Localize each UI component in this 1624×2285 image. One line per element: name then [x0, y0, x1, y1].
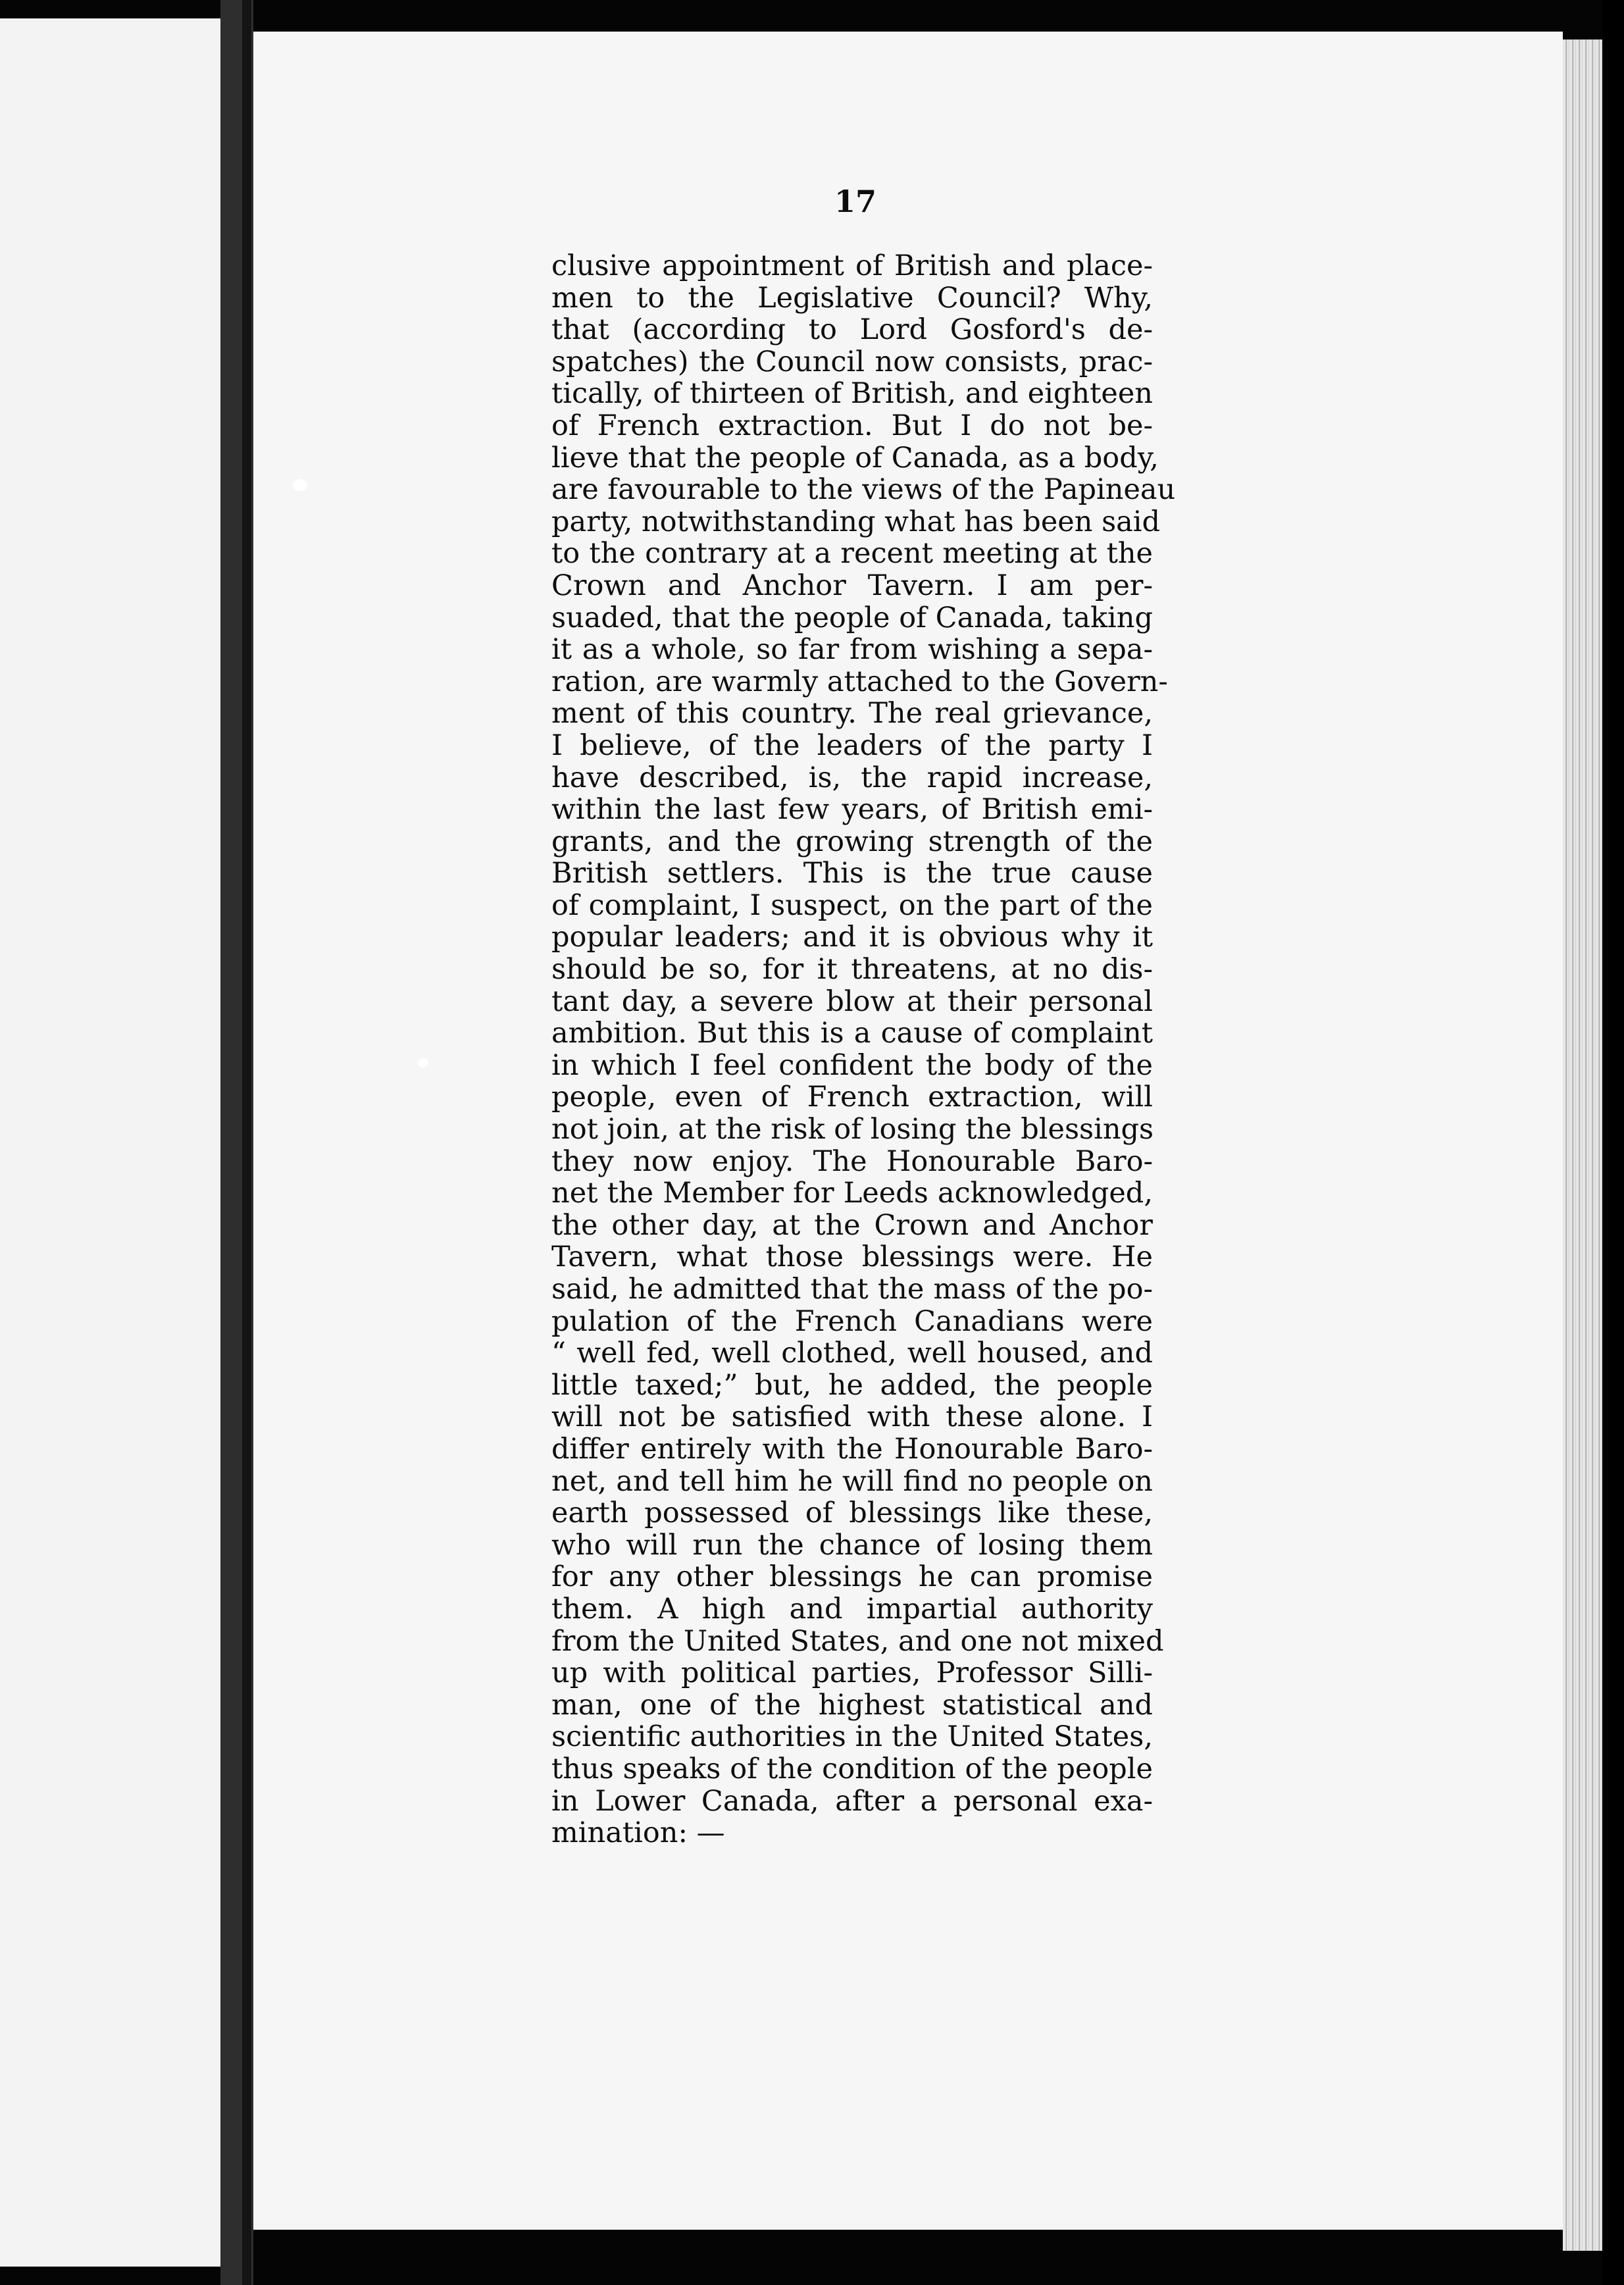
text-line: popular leaders; and it is obvious why it — [551, 921, 1153, 954]
text-line: clusive appointment of British and place- — [551, 249, 1153, 282]
text-line: they now enjoy. The Honourable Baro- — [551, 1144, 1153, 1178]
text-line: suaded, that the people of Canada, taking — [551, 601, 1153, 634]
text-line: earth possessed of blessings like these, — [551, 1497, 1153, 1530]
text-line: I believe, of the leaders of the party I — [551, 729, 1153, 762]
gutter-shadow — [242, 0, 251, 2285]
text-line: tant day, a severe blow at their personal — [551, 985, 1153, 1018]
text-line: mination: — — [551, 1816, 725, 1850]
text-line: little taxed;” but, he added, the people — [551, 1368, 1153, 1402]
text-line: not join, at the risk of losing the blessings — [551, 1113, 1154, 1146]
text-line: differ entirely with the Honourable Baro- — [551, 1432, 1153, 1466]
text-line: lieve that the people of Canada, as a body, — [551, 441, 1159, 475]
text-line: net, and tell him he will find no people on — [551, 1464, 1153, 1498]
scan-border — [1602, 0, 1624, 2285]
text-line: man, one of the highest statistical and — [551, 1688, 1153, 1722]
paper-speck — [293, 479, 307, 491]
text-line: thus speaks of the condition of the people — [551, 1752, 1153, 1785]
text-line: to the contrary at a recent meeting at the — [551, 537, 1153, 571]
text-line: for any other blessings he can promise — [551, 1560, 1153, 1594]
text-line: said, he admitted that the mass of the po- — [551, 1273, 1153, 1306]
text-line: people, even of French extraction, will — [551, 1081, 1153, 1114]
text-line: men to the Legislative Council? Why, — [551, 281, 1153, 315]
text-line: who will run the chance of losing them — [551, 1528, 1153, 1562]
text-line: pulation of the French Canadians were — [551, 1304, 1153, 1338]
text-line: party, notwithstanding what has been said — [551, 505, 1161, 538]
text-line: that (according to Lord Gosford's de- — [551, 313, 1153, 347]
text-line: of French extraction. But I do not be- — [551, 409, 1153, 442]
page-number: 17 — [834, 184, 876, 219]
text-line: up with political parties, Professor Silli- — [551, 1656, 1153, 1690]
text-line: from the United States, and one not mixed — [551, 1624, 1164, 1658]
text-line: have described, is, the rapid increase, — [551, 761, 1153, 794]
text-line: ment of this country. The real grievance, — [551, 697, 1153, 731]
body-text — [551, 249, 1176, 1850]
text-line: Tavern, what those blessings were. He — [551, 1241, 1153, 1274]
text-line: “ well fed, well clothed, well housed, and — [551, 1337, 1153, 1370]
text-line: will not be satisfied with these alone. I — [551, 1400, 1153, 1434]
page-stack-edge — [1563, 39, 1602, 2251]
text-line: spatches) the Council now consists, prac- — [551, 345, 1153, 378]
text-line: tically, of thirteen of British, and eighteen — [551, 377, 1153, 411]
text-line: ration, are warmly attached to the Govern- — [551, 665, 1168, 698]
text-line: are favourable to the views of the Papineau — [551, 473, 1176, 507]
text-line: grants, and the growing strength of the — [551, 825, 1153, 858]
text-line: British settlers. This is the true cause — [551, 857, 1153, 890]
text-line: within the last few years, of British emi- — [551, 793, 1153, 827]
text-line: scientific authorities in the United States, — [551, 1720, 1153, 1754]
text-line: in Lower Canada, after a personal exa- — [551, 1784, 1153, 1818]
facing-page-edge — [0, 18, 220, 2267]
text-line: ambition. But this is a cause of complaint — [551, 1017, 1153, 1050]
text-line: in which I feel confident the body of the — [551, 1048, 1153, 1082]
text-line: net the Member for Leeds acknowledged, — [551, 1177, 1153, 1210]
text-line: the other day, at the Crown and Anchor — [551, 1208, 1153, 1242]
text-line: should be so, for it threatens, at no dis- — [551, 953, 1153, 987]
text-line: it as a whole, so far from wishing a sepa- — [551, 633, 1153, 667]
paper-speck — [418, 1058, 428, 1067]
text-line: Crown and Anchor Tavern. I am per- — [551, 569, 1153, 602]
text-line: of complaint, I suspect, on the part of the — [551, 888, 1153, 922]
text-line: them. A high and impartial authority — [551, 1592, 1153, 1626]
